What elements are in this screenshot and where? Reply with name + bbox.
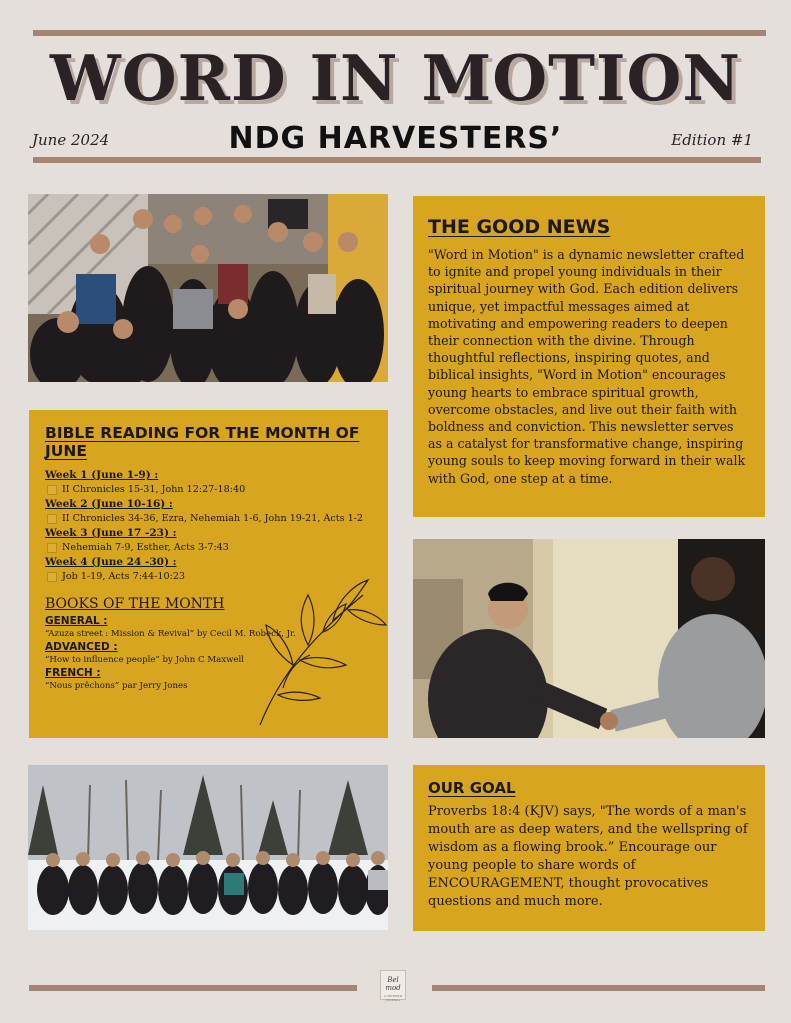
week-3-reading: Nehemiah 7-9, Esther, Acts 3-7:43 [62, 542, 229, 553]
books-french-title: “Nous prêchons” par Jerry Jones [45, 681, 188, 691]
bible-reading-heading: BIBLE READING FOR THE MONTH OF JUNE [45, 424, 360, 460]
week-1-checkbox[interactable] [47, 485, 57, 495]
good-news-heading: THE GOOD NEWS [428, 216, 611, 238]
good-news-body: "Word in Motion" is a dynamic newsletter crafted to ignite and propel young individuals in their spiritual journey with God. Each edition delivers unique, yet impactful messages aimed at motivating and empowering readers to deepen their connection with the divine. Through thoughtful reflections, inspiring quotes, and biblical insights, "Word in Motion" encourages young hearts to embrace spiritual growth, overcome obstacles, and live out their faith with boldness and conviction. This newsletter serves as a catalyst for transformative change, inspiring young souls to keep moving forward in their walk with God, one step at a time. [428, 247, 746, 486]
group-photo [28, 194, 388, 382]
books-advanced-title: “How to influence people” by John C Maxwell [45, 655, 245, 665]
edition-number: Edition #1 [671, 131, 753, 149]
footer-rule-left [29, 985, 357, 991]
week-4-label: Week 4 (June 24 -30) : [45, 556, 177, 568]
books-general-title: “Azuza street : Mission & Revival” by Cecil M. Robeck, Jr. [45, 629, 296, 639]
masthead-title: WORD IN MOTION [50, 41, 741, 115]
brand-badge [380, 970, 406, 1000]
week-1-row [47, 482, 376, 497]
week-2-reading: II Chronicles 34-36, Ezra, Nehemiah 1-6, John 19-21, Acts 1-2 [62, 513, 364, 524]
top-rule [33, 30, 766, 36]
our-goal-panel [413, 765, 765, 931]
handshake-photo [413, 539, 765, 738]
books-advanced-label: ADVANCED : [45, 641, 118, 653]
books-heading: BOOKS OF THE MONTH [45, 596, 225, 612]
week-1-label: Week 1 (June 1-9) : [45, 469, 159, 481]
week-3-checkbox[interactable] [47, 543, 57, 553]
week-3-row [47, 540, 376, 555]
books-general-label: GENERAL : [45, 615, 108, 627]
week-2-row [47, 511, 376, 526]
good-news-panel [413, 196, 765, 517]
footer-rule-right [432, 985, 765, 991]
masthead-subtitle: NDG HARVESTERS’ [228, 121, 563, 156]
masthead-bottom-rule [33, 157, 761, 163]
week-4-checkbox[interactable] [47, 572, 57, 582]
leaf-sprig-icon [238, 570, 388, 730]
week-1-reading: II Chronicles 15-31, John 12:27-18:40 [62, 484, 246, 495]
week-2-label: Week 2 (June 10-16) : [45, 498, 173, 510]
books-french-label: FRENCH : [45, 667, 101, 679]
masthead [0, 42, 791, 114]
issue-date: June 2024 [32, 131, 110, 149]
week-4-reading: Job 1-19, Acts 7:44-10:23 [62, 571, 186, 582]
week-3-label: Week 3 (June 17 -23) : [45, 527, 177, 539]
masthead-subrow [0, 121, 791, 157]
bible-reading-panel [29, 410, 388, 738]
winter-group-photo [28, 765, 388, 930]
week-2-checkbox[interactable] [47, 514, 57, 524]
our-goal-heading: OUR GOAL [428, 779, 516, 797]
brand-signature: Bel mod [385, 976, 401, 992]
brand-caption: A MODERN JOURNAL [383, 994, 403, 1002]
our-goal-body: Proverbs 18:4 (KJV) says, "The words of a man's mouth are as deep waters, and the wellspring of wisdom as a flowing brook.” Encourage our young people to share words of ENCOURAGEMENT, thought provocatives questions and much more. [428, 804, 748, 909]
